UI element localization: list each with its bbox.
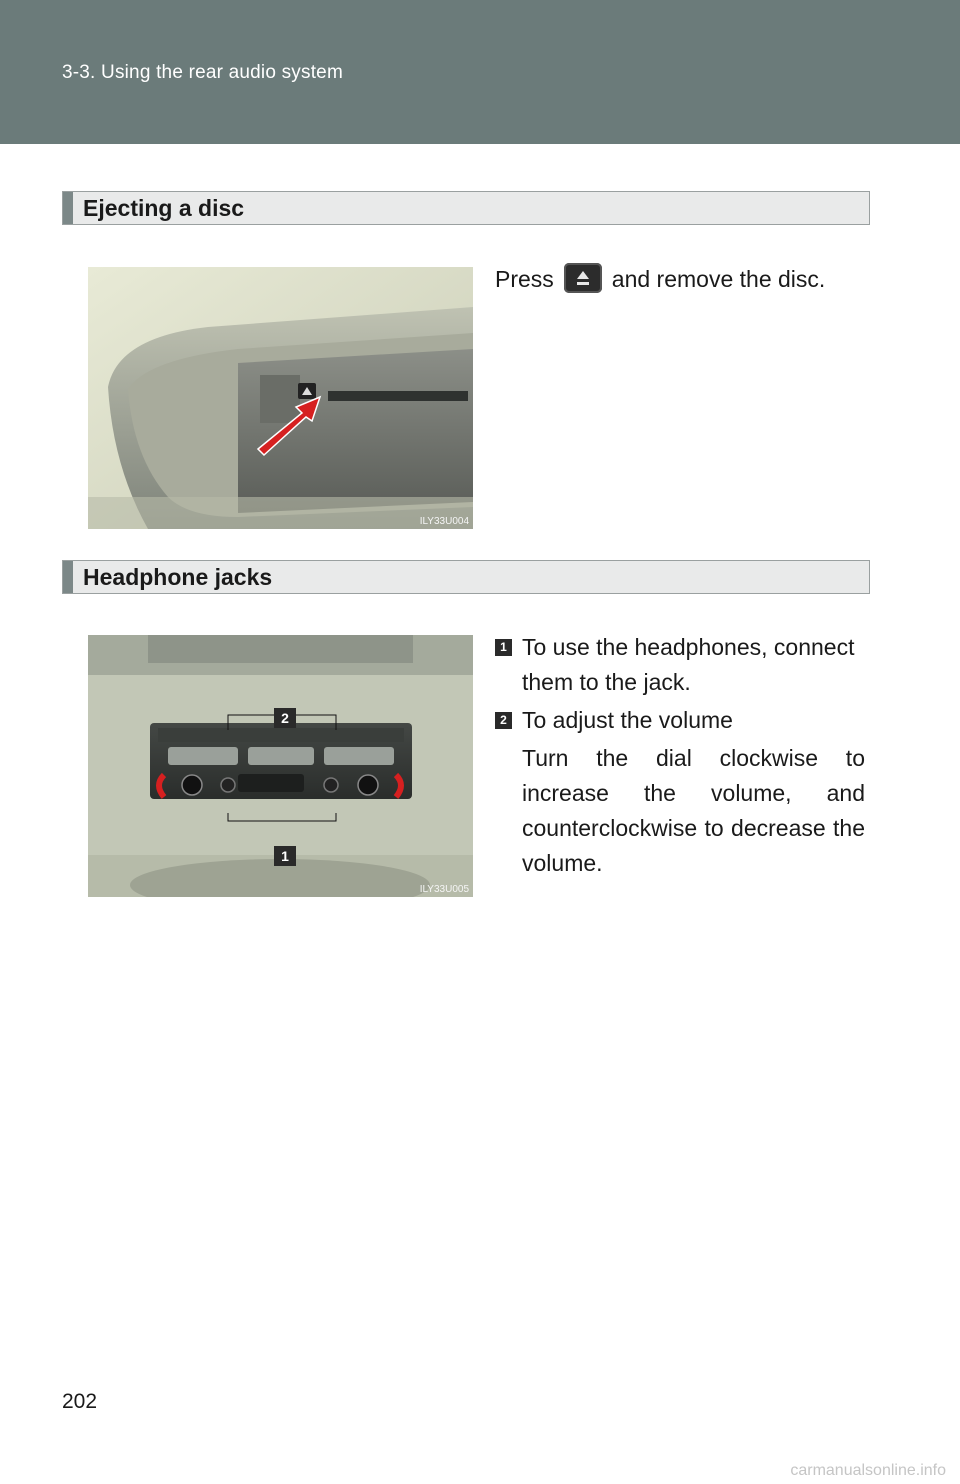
instruction-text-end: and remove the disc. bbox=[611, 266, 826, 292]
eject-instruction bbox=[495, 262, 825, 297]
eject-photo bbox=[88, 267, 473, 529]
section-heading-headphones bbox=[62, 560, 870, 594]
step-badge-1: 1 bbox=[495, 639, 512, 656]
step-2-text: To adjust the volume bbox=[522, 707, 733, 733]
step-badge-2: 2 bbox=[495, 712, 512, 729]
section-marker bbox=[63, 561, 73, 593]
image-code: ILY33U004 bbox=[419, 516, 469, 527]
headphone-photo bbox=[88, 635, 473, 897]
page-number: 202 bbox=[62, 1390, 98, 1413]
section-marker bbox=[63, 192, 73, 224]
instruction-text-start: Press bbox=[495, 266, 554, 292]
eject-icon bbox=[564, 263, 602, 293]
image-code: ILY33U005 bbox=[419, 884, 469, 895]
section-title: Ejecting a disc bbox=[83, 195, 245, 221]
header-title: 3-3. Using the rear audio system bbox=[62, 62, 343, 83]
callout-1: 1 bbox=[274, 846, 296, 866]
step-1-text: To use the headphones, connect them to the jack. bbox=[522, 634, 855, 695]
watermark: carmanualsonline.info bbox=[790, 1462, 946, 1479]
step-2-detail: Turn the dial clockwise to increase the volume, and counterclockwise to decrease the volume. bbox=[522, 745, 865, 876]
section-title: Headphone jacks bbox=[83, 564, 273, 590]
callout-2: 2 bbox=[274, 708, 296, 728]
section-heading-eject bbox=[62, 191, 870, 225]
eject-illustration bbox=[88, 267, 473, 529]
page-header bbox=[0, 0, 960, 144]
